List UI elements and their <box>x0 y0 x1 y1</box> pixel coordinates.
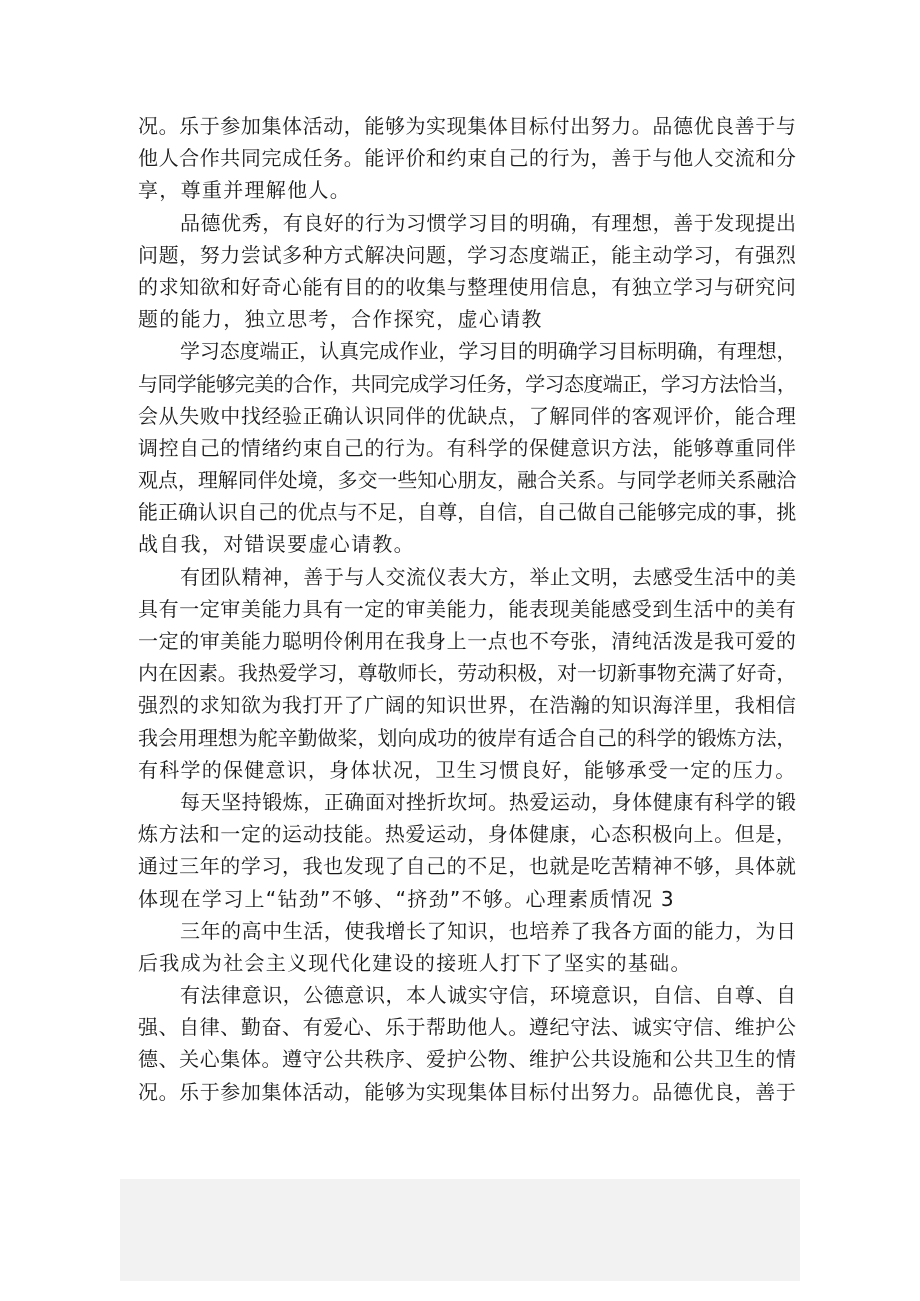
text-line: 他人合作共同完成任务。能评价和约束自己的行为，善于与他人交流和分 <box>138 146 797 171</box>
text-line: 能正确认识自己的优点与不足，自尊，自信，自己做自己能够完成的事，挑 <box>138 500 797 525</box>
paragraph-first-line: 有团队精神，善于与人交流仪表大方，举止文明，去感受生活中的美 <box>180 564 797 589</box>
text-line: 与同学能够完美的合作，共同完成学习任务，学习态度端正，学习方法恰当， <box>138 371 797 396</box>
text-line: 况。乐于参加集体活动，能够为实现集体目标付出努力。品德优良，善于 <box>138 1079 797 1104</box>
footer-shading <box>120 1179 800 1281</box>
text-line: 况。乐于参加集体活动，能够为实现集体目标付出努力。品德优良善于与 <box>138 114 797 138</box>
text-line: 体现在学习上“钻劲”不够、“挤劲”不够。心理素质情况 3 <box>138 886 675 911</box>
paragraph-first-line: 学习态度端正，认真完成作业，学习目的明确学习目标明确，有理想， <box>180 339 797 364</box>
text-line: 通过三年的学习，我也发现了自己的不足，也就是吃苦精神不够，具体就 <box>138 854 797 879</box>
text-line: 战自我，对错误要虚心请教。 <box>138 532 415 557</box>
text-line: 强、自律、勤奋、有爱心、乐于帮助他人。遵纪守法、诚实守信、维护公 <box>138 1015 797 1040</box>
paragraph-first-line: 每天坚持锻炼，正确面对挫折坎坷。热爱运动，身体健康有科学的锻 <box>180 789 797 814</box>
text-line: 一定的审美能力聪明伶俐用在我身上一点也不夸张，清纯活泼是我可爱的 <box>138 629 797 653</box>
text-line: 强烈的求知欲为我打开了广阔的知识世界，在浩瀚的知识海洋里，我相信 <box>138 693 797 718</box>
text-line: 德、关心集体。遵守公共秩序、爱护公物、维护公共设施和公共卫生的情 <box>138 1047 797 1072</box>
text-line: 有科学的保健意识，身体状况，卫生习惯良好，能够承受一定的压力。 <box>138 757 797 782</box>
text-line: 问题，努力尝试多种方式解决问题，学习态度端正，能主动学习，有强烈 <box>138 242 797 267</box>
paragraph-first-line: 三年的高中生活，使我增长了知识，也培养了我各方面的能力，为日 <box>180 918 797 943</box>
text-line: 享，尊重并理解他人。 <box>138 178 351 203</box>
text-line: 观点，理解同伴处境，多交一些知心朋友，融合关系。与同学老师关系融洽 <box>138 468 797 493</box>
text-line: 具有一定审美能力具有一定的审美能力，能表现美能感受到生活中的美有 <box>138 596 797 621</box>
text-line: 调控自己的情绪约束自己的行为。有科学的保健意识方法，能够尊重同伴 <box>138 435 797 460</box>
text-line: 的求知欲和好奇心能有目的的收集与整理使用信息，有独立学习与研究问 <box>138 274 797 299</box>
document-body <box>138 110 798 1108</box>
text-line: 我会用理想为舵辛勤做桨，划向成功的彼岸有适合自己的科学的锻炼方法， <box>138 725 797 750</box>
text-line: 内在因素。我热爱学习，尊敬师长，劳动积极，对一切新事物充满了好奇， <box>138 661 797 686</box>
text-line: 会从失败中找经验正确认识同伴的优缺点，了解同伴的客观评价，能合理 <box>138 403 797 428</box>
paragraph-first-line: 品德优秀，有良好的行为习惯学习目的明确，有理想，善于发现提出 <box>180 210 797 235</box>
text-line: 题的能力，独立思考，合作探究，虚心请教 <box>138 307 543 332</box>
text-line: 炼方法和一定的运动技能。热爱运动，身体健康，心态积极向上。但是， <box>138 822 797 847</box>
paragraph-first-line: 有法律意识，公德意识，本人诚实守信，环境意识，自信、自尊、自 <box>180 983 797 1008</box>
text-line: 后我成为社会主义现代化建设的接班人打下了坚实的基础。 <box>138 950 692 975</box>
